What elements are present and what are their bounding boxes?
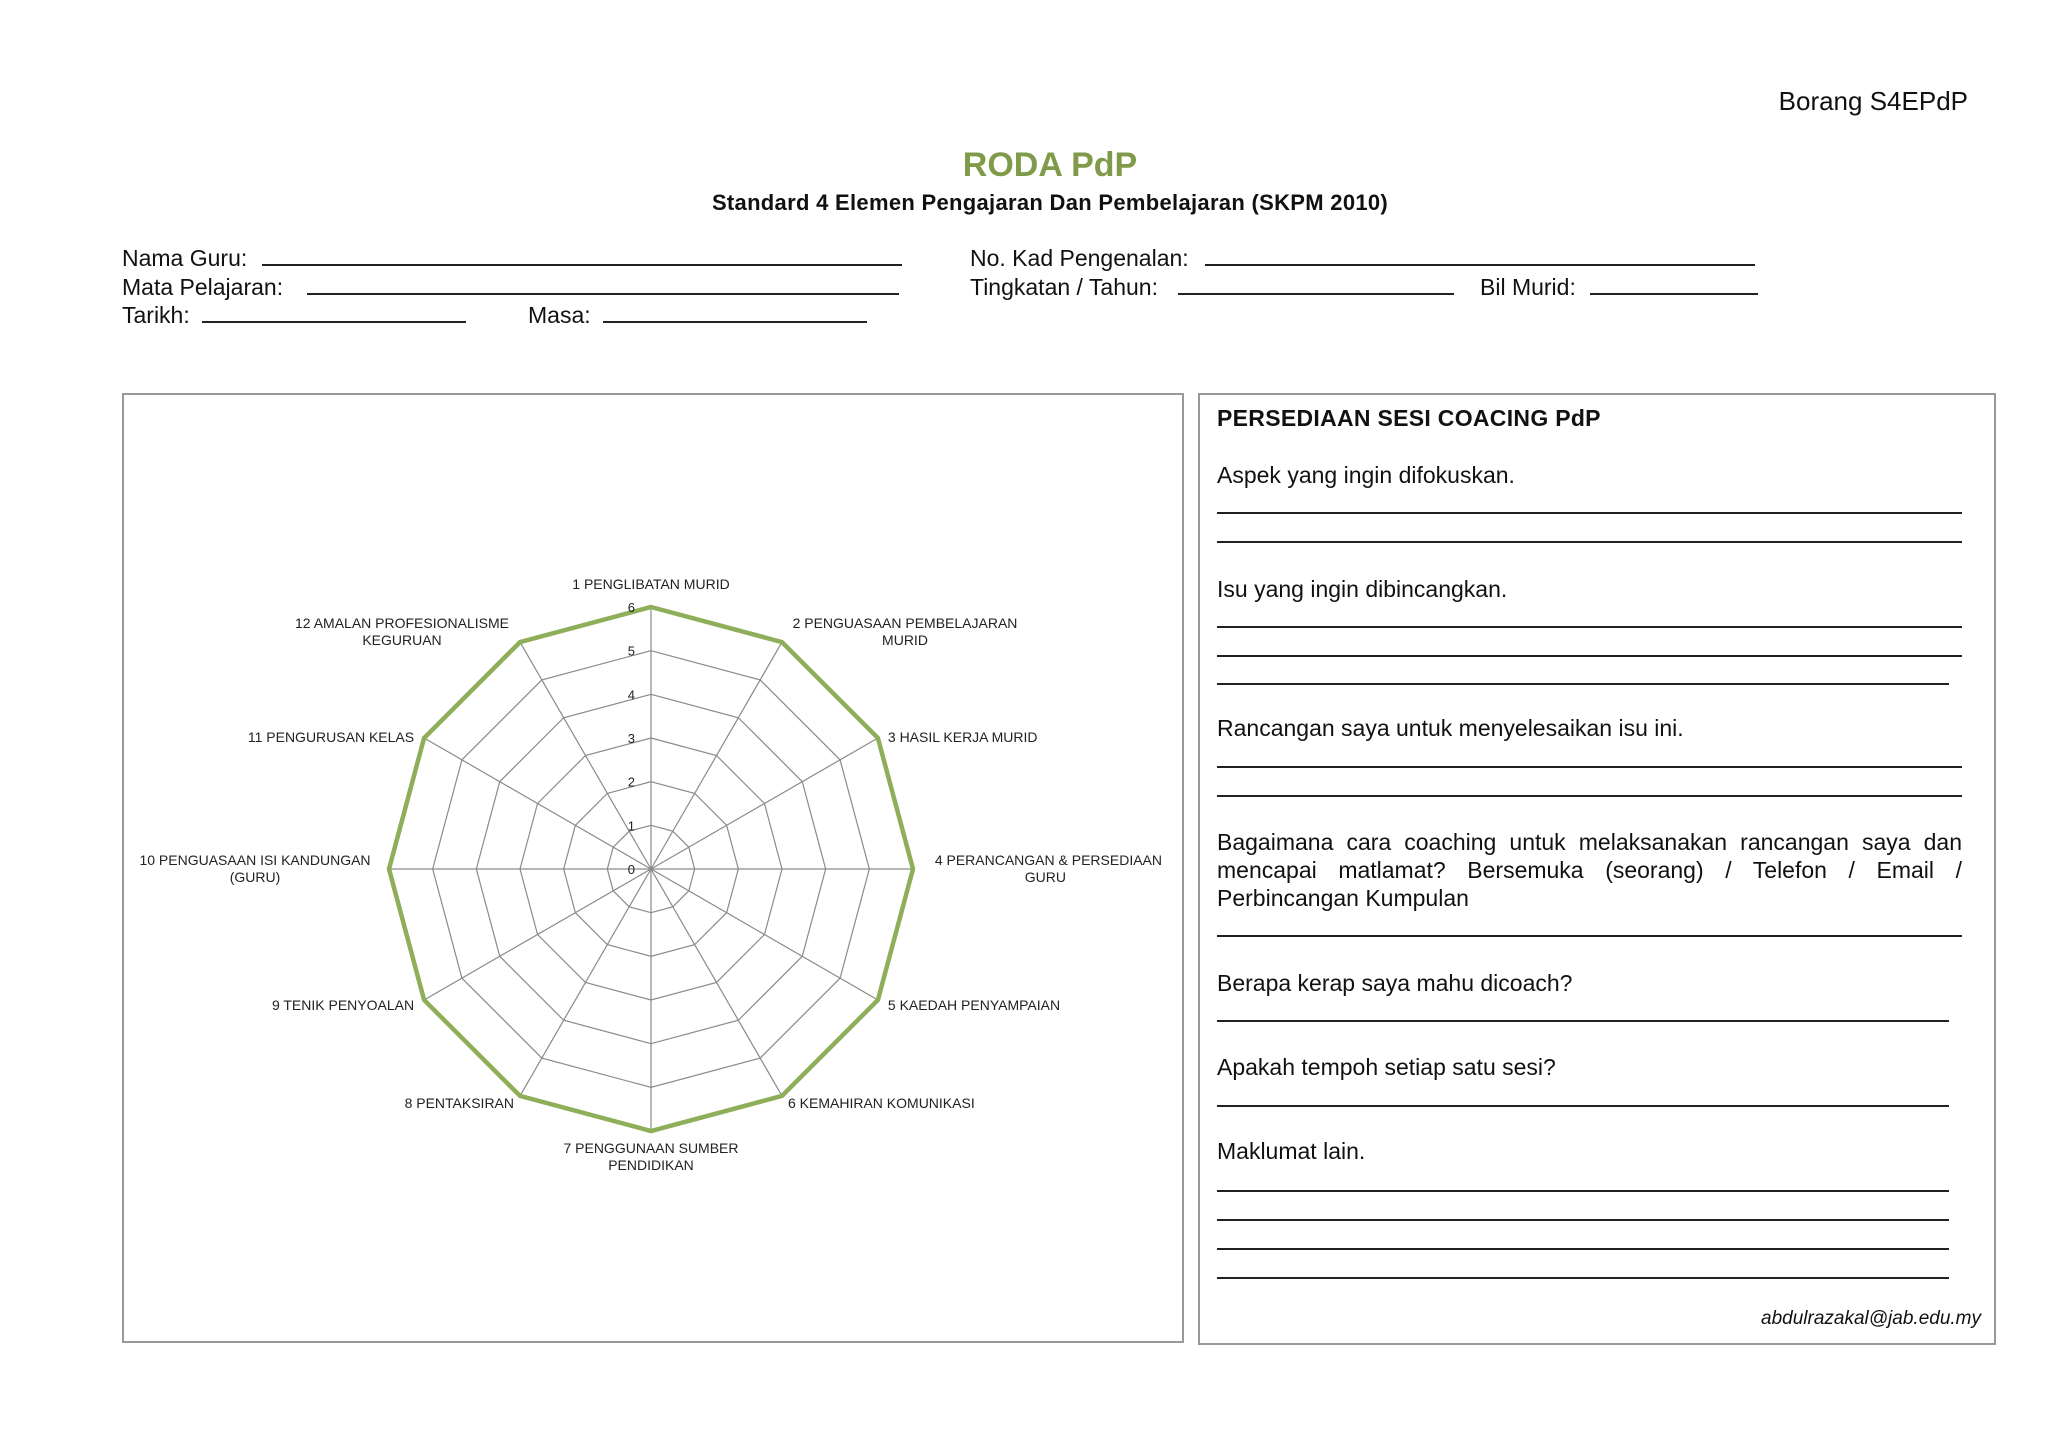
page-title: RODA PdP bbox=[962, 146, 1138, 184]
answer-line[interactable] bbox=[1217, 1277, 1949, 1279]
data-point bbox=[876, 737, 879, 740]
radar-spoke bbox=[651, 642, 782, 869]
category-label-line: 10 PENGUASAAN ISI KANDUNGAN bbox=[139, 852, 371, 868]
tick-label: 4 bbox=[627, 687, 635, 703]
mata-pelajaran-label: Mata Pelajaran: bbox=[122, 274, 284, 300]
category-label-line: (GURU) bbox=[229, 869, 281, 885]
author-email: abdulrazakal@jab.edu.my bbox=[1761, 1308, 1981, 1329]
category-label-line: 5 KAEDAH PENYAMPAIAN bbox=[887, 997, 1061, 1013]
answer-line[interactable] bbox=[1217, 1105, 1949, 1107]
answer-line[interactable] bbox=[1217, 1190, 1949, 1192]
tarikh-label: Tarikh: bbox=[122, 302, 190, 328]
data-point bbox=[650, 606, 653, 609]
category-label-line: PENDIDIKAN bbox=[608, 1157, 694, 1173]
answer-line[interactable] bbox=[1217, 795, 1962, 797]
category-label bbox=[572, 576, 729, 592]
category-label-line: 3 HASIL KERJA MURID bbox=[887, 729, 1038, 745]
form-code: Borang S4EPdP bbox=[1778, 86, 1968, 116]
page-subtitle: Standard 4 Elemen Pengajaran Dan Pembelajaran (SKPM 2010) bbox=[711, 190, 1389, 215]
category-label bbox=[295, 615, 509, 648]
category-label-line: KEGURUAN bbox=[362, 632, 442, 649]
tick-label: 1 bbox=[627, 818, 635, 834]
answer-line[interactable] bbox=[1217, 1219, 1949, 1221]
category-label-line: 4 PERANCANGAN & PERSEDIAAN bbox=[934, 852, 1162, 868]
tick-label: 0 bbox=[627, 862, 635, 877]
data-point bbox=[519, 1094, 522, 1097]
category-label bbox=[248, 729, 414, 745]
answer-line[interactable] bbox=[1217, 655, 1962, 657]
category-label-line: 8 PENTAKSIRAN bbox=[404, 1094, 514, 1111]
coaching-heading: PERSEDIAAN SESI COACING PdP bbox=[1217, 405, 1601, 431]
radar-spoke bbox=[651, 738, 878, 869]
kad-pengenalan-label: No. Kad Pengenalan: bbox=[970, 245, 1189, 271]
category-label bbox=[139, 852, 370, 885]
radar-spoke bbox=[424, 738, 651, 869]
category-label bbox=[405, 1095, 514, 1111]
question-focus: Aspek yang ingin difokuskan. bbox=[1217, 462, 1515, 488]
category-label-line: 7 PENGGUNAAN SUMBER bbox=[563, 1140, 739, 1156]
category-label bbox=[563, 1140, 738, 1173]
answer-line[interactable] bbox=[1217, 541, 1962, 543]
data-point bbox=[876, 999, 879, 1002]
question-issue: Isu yang ingin dibincangkan. bbox=[1217, 576, 1508, 602]
answer-line[interactable] bbox=[1217, 626, 1962, 628]
radar-grid bbox=[389, 607, 913, 1131]
question-duration: Apakah tempoh setiap satu sesi? bbox=[1217, 1054, 1556, 1080]
category-label bbox=[888, 729, 1038, 745]
data-point bbox=[423, 737, 426, 740]
question-plan: Rancangan saya untuk menyelesaikan isu ini. bbox=[1217, 715, 1684, 741]
answer-line[interactable] bbox=[1217, 766, 1962, 768]
answer-line[interactable] bbox=[1217, 1248, 1949, 1250]
bil-murid-label: Bil Murid: bbox=[1480, 274, 1576, 300]
category-label-line: 6 KEMAHIRAN KOMUNIKASI bbox=[788, 1094, 975, 1111]
data-point bbox=[423, 999, 426, 1002]
radar-spoke bbox=[520, 869, 651, 1096]
question-other: Maklumat lain. bbox=[1217, 1138, 1366, 1164]
tingkatan-label: Tingkatan / Tahun: bbox=[970, 274, 1158, 300]
masa-label: Masa: bbox=[528, 302, 591, 328]
tick-label: 3 bbox=[627, 731, 635, 746]
data-point bbox=[388, 868, 391, 871]
category-label-line: 12 AMALAN PROFESIONALISME bbox=[295, 615, 509, 632]
data-point bbox=[781, 641, 784, 644]
tick-label: 2 bbox=[627, 774, 635, 790]
tick-label: 6 bbox=[627, 600, 635, 615]
category-label-line: MURID bbox=[882, 632, 928, 649]
category-label bbox=[272, 997, 414, 1013]
answer-line[interactable] bbox=[1217, 1020, 1949, 1022]
category-label-line: 1 PENGLIBATAN MURID bbox=[572, 576, 730, 592]
category-label-line: 9 TENIK PENYOALAN bbox=[271, 997, 415, 1013]
nama-guru-label: Nama Guru: bbox=[122, 245, 248, 271]
question-method: Bagaimana cara coaching untuk melaksanakan rancangan saya dan mencapai matlamat? Bersemuka (seorang) / Telefon / Email / Perbincangan Kumpulan bbox=[1217, 829, 1962, 911]
category-label bbox=[888, 997, 1060, 1013]
category-label bbox=[935, 852, 1162, 885]
answer-line[interactable] bbox=[1217, 935, 1962, 937]
category-label-line: GURU bbox=[1024, 869, 1066, 885]
answer-line[interactable] bbox=[1217, 512, 1962, 514]
answer-line[interactable] bbox=[1217, 683, 1949, 685]
category-label bbox=[793, 615, 1018, 648]
radar-spoke bbox=[651, 869, 782, 1096]
category-label-line: 11 PENGURUSAN KELAS bbox=[247, 729, 415, 745]
data-point bbox=[912, 868, 915, 871]
question-frequency: Berapa kerap saya mahu dicoach? bbox=[1217, 970, 1573, 996]
data-point bbox=[781, 1094, 784, 1097]
tick-label: 5 bbox=[627, 643, 635, 659]
radar-spoke bbox=[520, 642, 651, 869]
category-label-line: 2 PENGUASAAN PEMBELAJARAN bbox=[792, 615, 1018, 632]
category-label bbox=[788, 1095, 975, 1111]
radar-spoke bbox=[651, 869, 878, 1000]
data-point bbox=[650, 1130, 653, 1133]
data-point bbox=[519, 641, 522, 644]
radar-spoke bbox=[424, 869, 651, 1000]
